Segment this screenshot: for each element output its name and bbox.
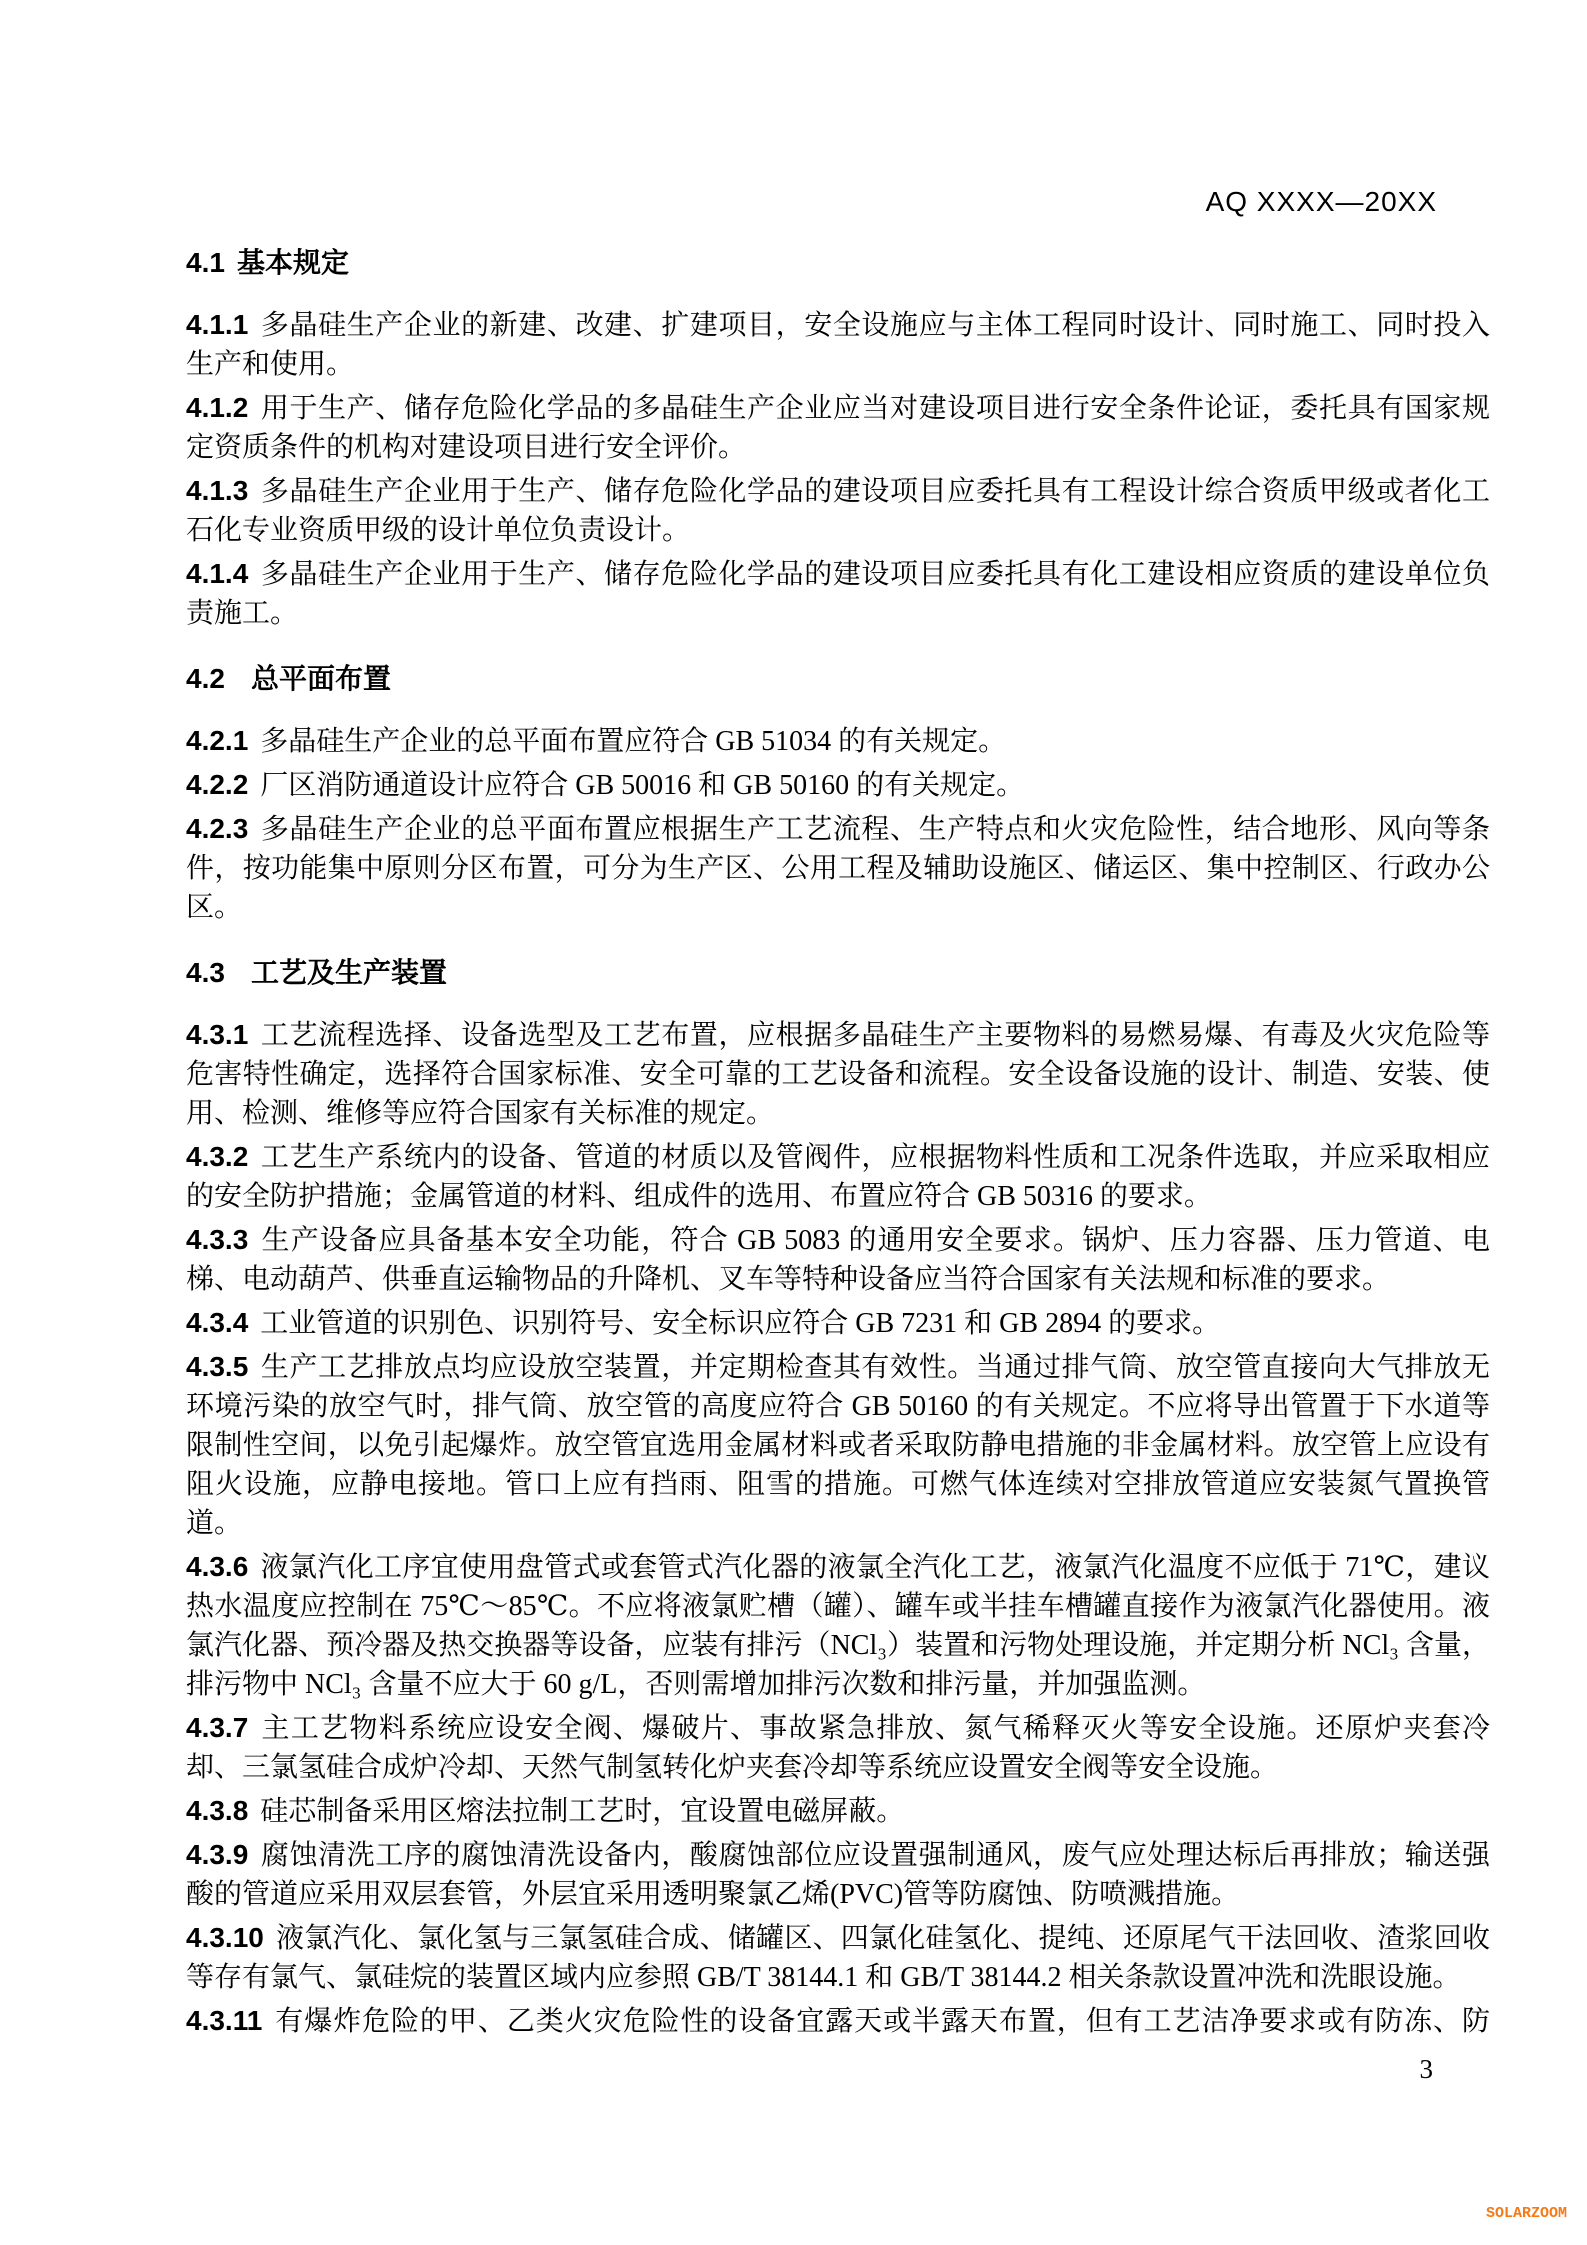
clause-text: 多晶硅生产企业的新建、改建、扩建项目，安全设施应与主体工程同时设计、同时施工、同时投入生产和使用。 [186,310,1490,380]
clause-number: 4.3.2 [186,1141,249,1172]
clause-number: 4.3.7 [186,1712,249,1743]
document-content [186,243,1490,2041]
clause-number: 4.1.1 [186,309,249,340]
clause-4-3-9 [186,1835,1490,1914]
clause-number: 4.3.5 [186,1351,249,1382]
section-heading-4-3 [186,953,1490,992]
clause-number: 4.3.6 [186,1551,249,1582]
clause-text: 液氯汽化工序宜使用盘管式或套管式汽化器的液氯全汽化工艺，液氯汽化温度不应低于 71℃，建议热水温度应控制在 75℃～85℃。不应将液氯贮槽（罐）、罐车或半挂车槽罐直接作为液氯汽化器使用。液氯汽化器、预冷器及热交换器等设备，应装有排污（NCl₃）装置和污物处理设施，并定期分析 NCl₃ 含量，排污物中 NCl₃ 含量不应大于 60 g/L，否则需增加排污次数和排污量，并加强监测。 [186,1552,1490,1700]
clause-text: 多晶硅生产企业的总平面布置应根据生产工艺流程、生产特点和火灾危险性，结合地形、风向等条件，按功能集中原则分区布置，可分为生产区、公用工程及辅助设施区、储运区、集中控制区、行政办公区。 [186,814,1490,923]
clause-number: 4.1.3 [186,475,249,506]
section-number: 4.2 [186,663,225,694]
clause-text: 工艺生产系统内的设备、管道的材质以及管阀件，应根据物料性质和工况条件选取，并应采取相应的安全防护措施；金属管道的材料、组成件的选用、布置应符合 GB 50316 的要求。 [186,1142,1490,1212]
clause-4-1-4 [186,554,1490,633]
clause-4-3-3 [186,1220,1490,1299]
clause-text: 生产工艺排放点均应设放空装置，并定期检查其有效性。当通过排气筒、放空管直接向大气排放无环境污染的放空气时，排气筒、放空管的高度应符合 GB 50160 的有关规定。不应将导出管置于下水道等限制性空间，以免引起爆炸。放空管宜选用金属材料或者采取防静电措施的非金属材料。放空管上应设有阻火设施，应静电接地。管口上应有挡雨、阻雪的措施。可燃气体连续对空排放管道应安装氮气置换管道。 [186,1352,1490,1539]
page-number: 3 [1419,2054,1433,2084]
clause-number: 4.2.1 [186,725,249,756]
clause-4-3-5 [186,1347,1490,1543]
clause-4-3-11 [186,2001,1490,2041]
section-heading-4-1 [186,243,1490,282]
clause-text: 有爆炸危险的甲、乙类火灾危险性的设备宜露天或半露天布置，但有工艺洁净要求或有防冻、防 [274,2006,1490,2037]
clause-number: 4.3.1 [186,1019,249,1050]
clause-4-1-2 [186,388,1490,467]
standard-code-header: AQ XXXX—20XX [1205,186,1437,217]
clause-number: 4.1.4 [186,558,249,589]
clause-4-2-2 [186,765,1490,805]
clause-number: 4.2.2 [186,769,249,800]
clause-number: 4.3.9 [186,1839,249,1870]
clause-text: 硅芯制备采用区熔法拉制工艺时，宜设置电磁屏蔽。 [260,1796,905,1827]
clause-text: 多晶硅生产企业用于生产、储存危险化学品的建设项目应委托具有工程设计综合资质甲级或者化工石化专业资质甲级的设计单位负责设计。 [186,476,1490,546]
clause-text: 液氯汽化、氯化氢与三氯氢硅合成、储罐区、四氯化硅氢化、提纯、还原尾气干法回收、渣浆回收等存有氯气、氯硅烷的装置区域内应参照 GB/T 38144.1 和 GB/T 38144.2 相关条款设置冲洗和洗眼设施。 [186,1923,1490,1993]
section-number: 4.1 [186,247,225,278]
clause-4-3-1 [186,1015,1490,1133]
clause-number: 4.1.2 [186,392,249,423]
section-title: 工艺及生产装置 [250,957,447,988]
section-number: 4.3 [186,957,225,988]
clause-4-1-3 [186,471,1490,550]
clause-4-3-7 [186,1708,1490,1787]
clause-text: 厂区消防通道设计应符合 GB 50016 和 GB 50160 的有关规定。 [260,770,1025,801]
clause-4-2-1 [186,721,1490,761]
clause-text: 生产设备应具备基本安全功能，符合 GB 5083 的通用安全要求。锅炉、压力容器、压力管道、电梯、电动葫芦、供垂直运输物品的升降机、叉车等特种设备应当符合国家有关法规和标准的要求。 [186,1225,1490,1295]
clause-number: 4.3.4 [186,1307,249,1338]
section-title: 基本规定 [236,247,349,278]
clause-4-3-10 [186,1918,1490,1997]
clause-text: 腐蚀清洗工序的腐蚀清洗设备内，酸腐蚀部位应设置强制通风，废气应处理达标后再排放；输送强酸的管道应采用双层套管，外层宜采用透明聚氯乙烯(PVC)管等防腐蚀、防喷溅措施。 [186,1840,1490,1910]
clause-text: 多晶硅生产企业的总平面布置应符合 GB 51034 的有关规定。 [260,726,1007,757]
clause-4-3-6 [186,1547,1490,1704]
clause-number: 4.3.10 [186,1922,264,1953]
section-heading-4-2 [186,659,1490,698]
clause-text: 用于生产、储存危险化学品的多晶硅生产企业应当对建设项目进行安全条件论证，委托具有国家规定资质条件的机构对建设项目进行安全评价。 [186,393,1490,463]
section-title: 总平面布置 [250,663,391,694]
clause-text: 工艺流程选择、设备选型及工艺布置，应根据多晶硅生产主要物料的易燃易爆、有毒及火灾危险等危害特性确定，选择符合国家标准、安全可靠的工艺设备和流程。安全设备设施的设计、制造、安装、使用、检测、维修等应符合国家有关标准的规定。 [186,1020,1490,1129]
clause-number: 4.3.11 [186,2005,263,2036]
clause-4-1-1 [186,305,1490,384]
clause-text: 多晶硅生产企业用于生产、储存危险化学品的建设项目应委托具有化工建设相应资质的建设单位负责施工。 [186,559,1490,629]
clause-text: 工业管道的识别色、识别符号、安全标识应符合 GB 7231 和 GB 2894 的要求。 [260,1308,1221,1339]
clause-4-2-3 [186,809,1490,927]
clause-4-3-4 [186,1303,1490,1343]
clause-4-3-2 [186,1137,1490,1216]
clause-number: 4.3.3 [186,1224,249,1255]
clause-text: 主工艺物料系统应设安全阀、爆破片、事故紧急排放、氮气稀释灭火等安全设施。还原炉夹套冷却、三氯氢硅合成炉冷却、天然气制氢转化炉夹套冷却等系统应设置安全阀等安全设施。 [186,1713,1490,1783]
clause-number: 4.2.3 [186,813,249,844]
clause-number: 4.3.8 [186,1795,249,1826]
clause-4-3-8 [186,1791,1490,1831]
solarzoom-watermark: SOLARZOOM [1485,2205,1567,2222]
